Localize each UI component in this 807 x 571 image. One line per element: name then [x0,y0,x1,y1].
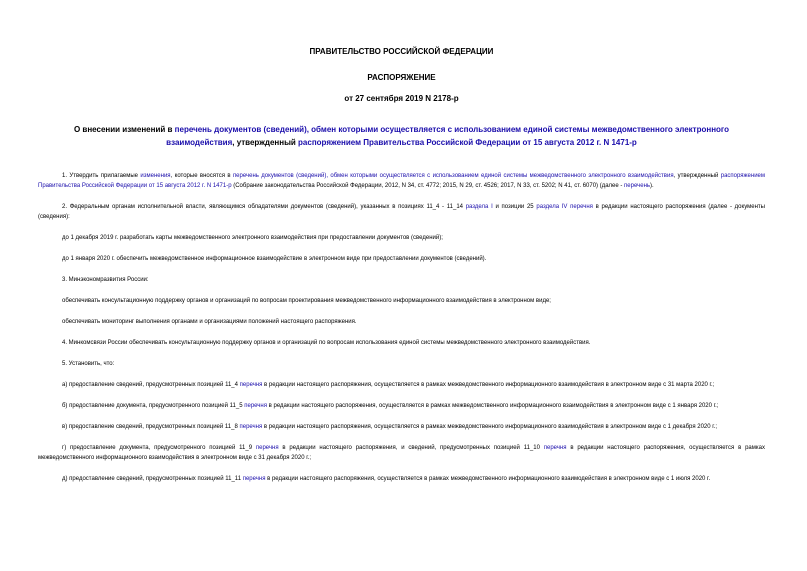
paragraph-d [38,474,765,484]
paragraph-6: обеспечивать консультационную поддержку органов и организаций по вопросам проектирования межведомственного информационного взаимодействия в электронном виде; [62,298,551,304]
p2-link-section-1[interactable]: раздела I [465,204,493,210]
document-date-number: от 27 сентября 2019 N 2178-р [344,94,459,103]
title-link-order[interactable]: распоряжением Правительства Российской Федерации от 15 августа 2012 г. N 1471-р [298,138,637,147]
paragraph-7: обеспечивать мониторинг выполнения органами и организациями положений настоящего распоряжения. [62,319,357,325]
pd-text-2: в редакции настоящего распоряжения, осуществляется в рамках межведомственного информационного взаимодействия в электронном виде с 1 июля 2020 г. [265,476,711,482]
paragraph-b [38,401,765,411]
p2-text-4: в редакции настоящего распоряжения (далее - документы (сведения): [38,204,765,220]
p1-text-1: 1. Утвердить прилагаемые [62,173,141,179]
pg-link-perechnya-2[interactable]: перечня [543,445,567,451]
paragraph-a [38,380,765,390]
p1-link-perechen[interactable]: перечень [624,183,651,189]
document-title [38,123,765,149]
pg-link-perechnya-1[interactable]: перечня [255,445,279,451]
paragraph-2 [38,202,765,222]
paragraph-1 [38,171,765,191]
government-heading: ПРАВИТЕЛЬСТВО РОССИЙСКОЙ ФЕДЕРАЦИИ [309,47,494,56]
p1-text-3: , утвержденный [673,173,721,179]
p2-link-perechnya[interactable]: перечня [570,204,593,210]
pg-text-3: в редакции настоящего распоряжения, осуществляется в рамках межведомственного информационного взаимодействия в электронном виде с 31 декабря 2020 г.; [38,445,765,461]
pg-text-1: г) предоставление документа, предусмотренного позицией 11_9 [62,445,256,451]
p2-link-section-4[interactable]: раздела IV [536,204,568,210]
paragraph-g [38,443,765,463]
p1-text-4: (Собрание законодательства Российской Федерации, 2012, N 34, ст. 4772; 2015, N 29, ст. 4526; 2017, N 33, ст. 5202; N 41, ст. 6070) (далее - [231,183,625,189]
p1-link-order[interactable]: распоряжением Правительства Российской Федерации от 15 августа 2012 г. N 1471-р [38,173,766,189]
p1-text-2: , которые вносятся в [170,173,233,179]
p1-link-list[interactable]: перечень документов (сведений), обмен которыми осуществляется с использованием единой системы межведомственного электронного взаимодействия [232,173,674,179]
document-body [38,171,765,484]
pd-text-1: д) предоставление сведений, предусмотренных позицией 11_11 [62,476,243,482]
pv-text-1: в) предоставление сведений, предусмотренных позицией 11_8 [62,424,240,430]
paragraph-8: 4. Минкомсвязи России обеспечивать консультационную поддержку органов и организаций по вопросам использования единой системы межведомственного электронного взаимодействия. [62,340,591,346]
paragraph-3: до 1 декабря 2019 г. разработать карты межведомственного электронного взаимодействия при предоставлении документов (сведений); [62,235,443,241]
p1-link-changes[interactable]: изменения [140,173,171,179]
pa-text-1: а) предоставление сведений, предусмотренных позицией 11_4 [62,382,240,388]
title-text-2: , утвержденный [232,138,299,147]
pa-text-2: в редакции настоящего распоряжения, осуществляется в рамках межведомственного информационного взаимодействия в электронном виде с 31 марта 2020 г.; [262,382,715,388]
p2-text-2: и позиции 25 [492,204,537,210]
paragraph-4: до 1 января 2020 г. обеспечить межведомственное информационное взаимодействие в электронном виде при предоставлении документов (сведений). [62,256,487,262]
pd-link-perechnya[interactable]: перечня [242,476,266,482]
title-link-list[interactable]: перечень документов (сведений), обмен которыми осуществляется с использованием единой системы межведомственного электронного взаимодействия [166,125,730,147]
pv-link-perechnya[interactable]: перечня [239,424,263,430]
pv-text-2: в редакции настоящего распоряжения, осуществляется в рамках межведомственного информационного взаимодействия в электронном виде с 1 декабря 2020 г.; [262,424,718,430]
pb-link-perechnya[interactable]: перечня [244,403,267,409]
p1-text-5: ). [650,183,654,189]
document-type-heading: РАСПОРЯЖЕНИЕ [367,73,436,82]
pg-text-2: в редакции настоящего распоряжения, и сведений, предусмотренных позицией 11_10 [278,445,544,451]
paragraph-9: 5. Установить, что: [62,361,115,367]
paragraph-5: 3. Минэкономразвития России: [62,277,149,283]
paragraph-v [38,422,765,432]
pa-link-perechnya[interactable]: перечня [239,382,263,388]
p2-text-1: 2. Федеральным органам исполнительной власти, являющимся обладателями документов (сведений), указанных в позициях 11_4 - 11_14 [62,204,466,210]
pb-text-2: в редакции настоящего распоряжения, осуществляется в рамках межведомственного информационного взаимодействия в электронном виде с 1 января 2020 г.; [266,403,719,409]
pb-text-1: б) предоставление документа, предусмотренного позицией 11_5 [62,403,245,409]
title-text-1: О внесении изменений в [73,125,175,134]
